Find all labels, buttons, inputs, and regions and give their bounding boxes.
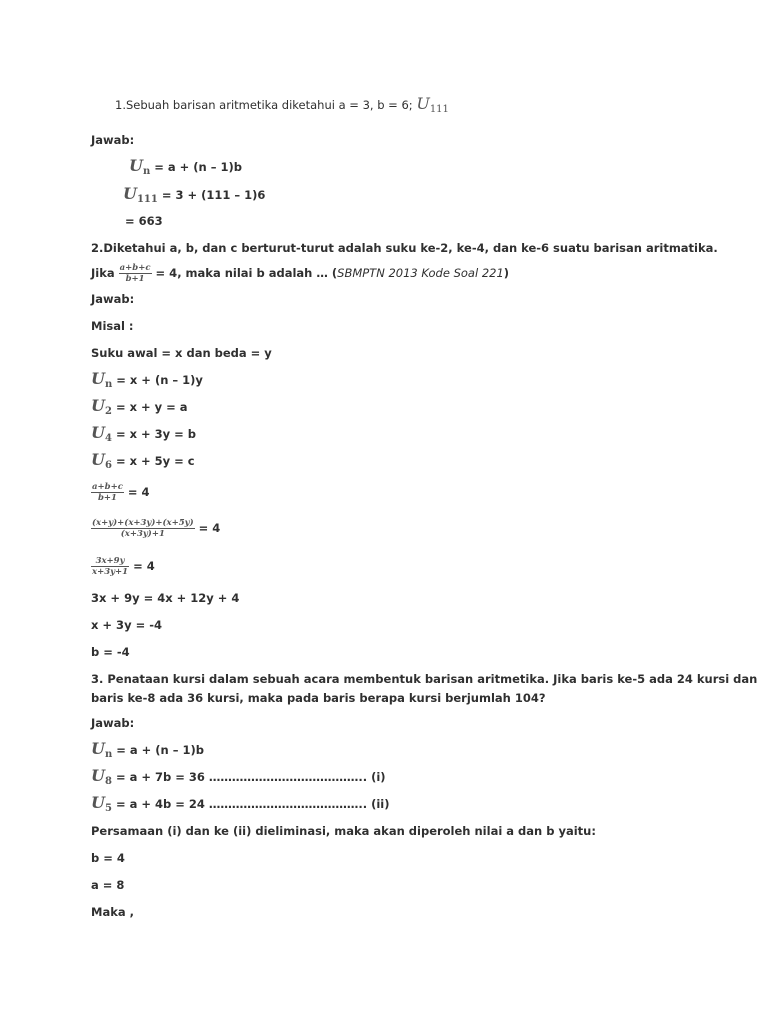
jawab-label-3: Jawab: bbox=[91, 716, 135, 730]
u-111-symbol: $U_{111}$ bbox=[416, 94, 449, 115]
q2-fraction-1: $\frac{a+b+c}{b+1}$ = 4 bbox=[92, 482, 150, 503]
q2-u4-line: $U_4 = x + 3y = b$ bbox=[91, 423, 197, 444]
q1-formula-un: $U_n = a + (n - 1)b$ bbox=[129, 156, 242, 177]
q1-formula-u111: $U_{111} = 3 + (111 - 1)6$ bbox=[123, 184, 266, 205]
q3-un-line: $U_n = a + (n - 1)b$ bbox=[91, 739, 204, 760]
q3-u5-line: $U_5 = a + 4b = 24$ ………………………………….. (ii) bbox=[91, 793, 390, 814]
question-3-prompt-line1: 3. Penataan kursi dalam sebuah acara membentuk barisan aritmetika. Jika baris ke-5 ada 24 kursi dan bbox=[91, 672, 758, 686]
question-3-prompt-line2: baris ke-8 ada 36 kursi, maka pada baris berapa kursi berjumlah 104? bbox=[91, 691, 546, 705]
q2-un-line: $U_n = x + (n - 1)y$ bbox=[91, 369, 203, 390]
jawab-label-2: Jawab: bbox=[91, 292, 135, 306]
question-2-condition: Jika $\frac{a+b+c}{b+1}$ = 4, maka nilai b adalah … (SBMPTN 2013 Kode Soal 221) bbox=[91, 263, 510, 284]
q2-fraction-2: $\frac{(x+y)+(x+3y)+(x+5y)}{(x+3y)+1}$ = 4 bbox=[92, 518, 221, 539]
q2-result-1: 3x + 9y = 4x + 12y + 4 bbox=[91, 591, 240, 605]
fraction-abc-over-b1: $\frac{a+b+c}{b+1}$ bbox=[119, 263, 151, 284]
question-1-text: 1.Sebuah barisan aritmetika diketahui a = 3, b = 6; bbox=[115, 98, 413, 112]
q2-u6-line: $U_6 = x + 5y = c$ bbox=[91, 450, 195, 471]
question-1-prompt bbox=[115, 96, 449, 118]
q3-persamaan-line: Persamaan (i) dan ke (ii) dieliminasi, maka akan diperoleh nilai a dan b yaitu: bbox=[91, 824, 596, 838]
q3-u8-line: $U_8 = a + 7b = 36$ ………………………………….. (i) bbox=[91, 766, 386, 787]
q3-a-value: a = 8 bbox=[91, 878, 125, 892]
q2-fraction-3: $\frac{3x+9y}{x+3y+1}$ = 4 bbox=[92, 556, 155, 577]
citation: SBMPTN 2013 Kode Soal 221 bbox=[337, 266, 504, 280]
q3-maka: Maka , bbox=[91, 905, 134, 919]
misal-label: Misal : bbox=[91, 319, 134, 333]
question-2-prompt: 2.Diketahui a, b, dan c berturut-turut adalah suku ke-2, ke-4, dan ke-6 suatu barisan aritmatika. bbox=[91, 241, 718, 255]
q3-b-value: b = 4 bbox=[91, 851, 125, 865]
jawab-label-1: Jawab: bbox=[91, 133, 135, 147]
suku-awal-line: Suku awal = x dan beda = y bbox=[91, 346, 272, 360]
q2-result-2: x + 3y = -4 bbox=[91, 618, 162, 632]
q1-result: = 663 bbox=[125, 214, 163, 228]
q2-u2-line: $U_2 = x + y = a$ bbox=[91, 396, 188, 417]
q2-result-3: b = -4 bbox=[91, 645, 130, 659]
